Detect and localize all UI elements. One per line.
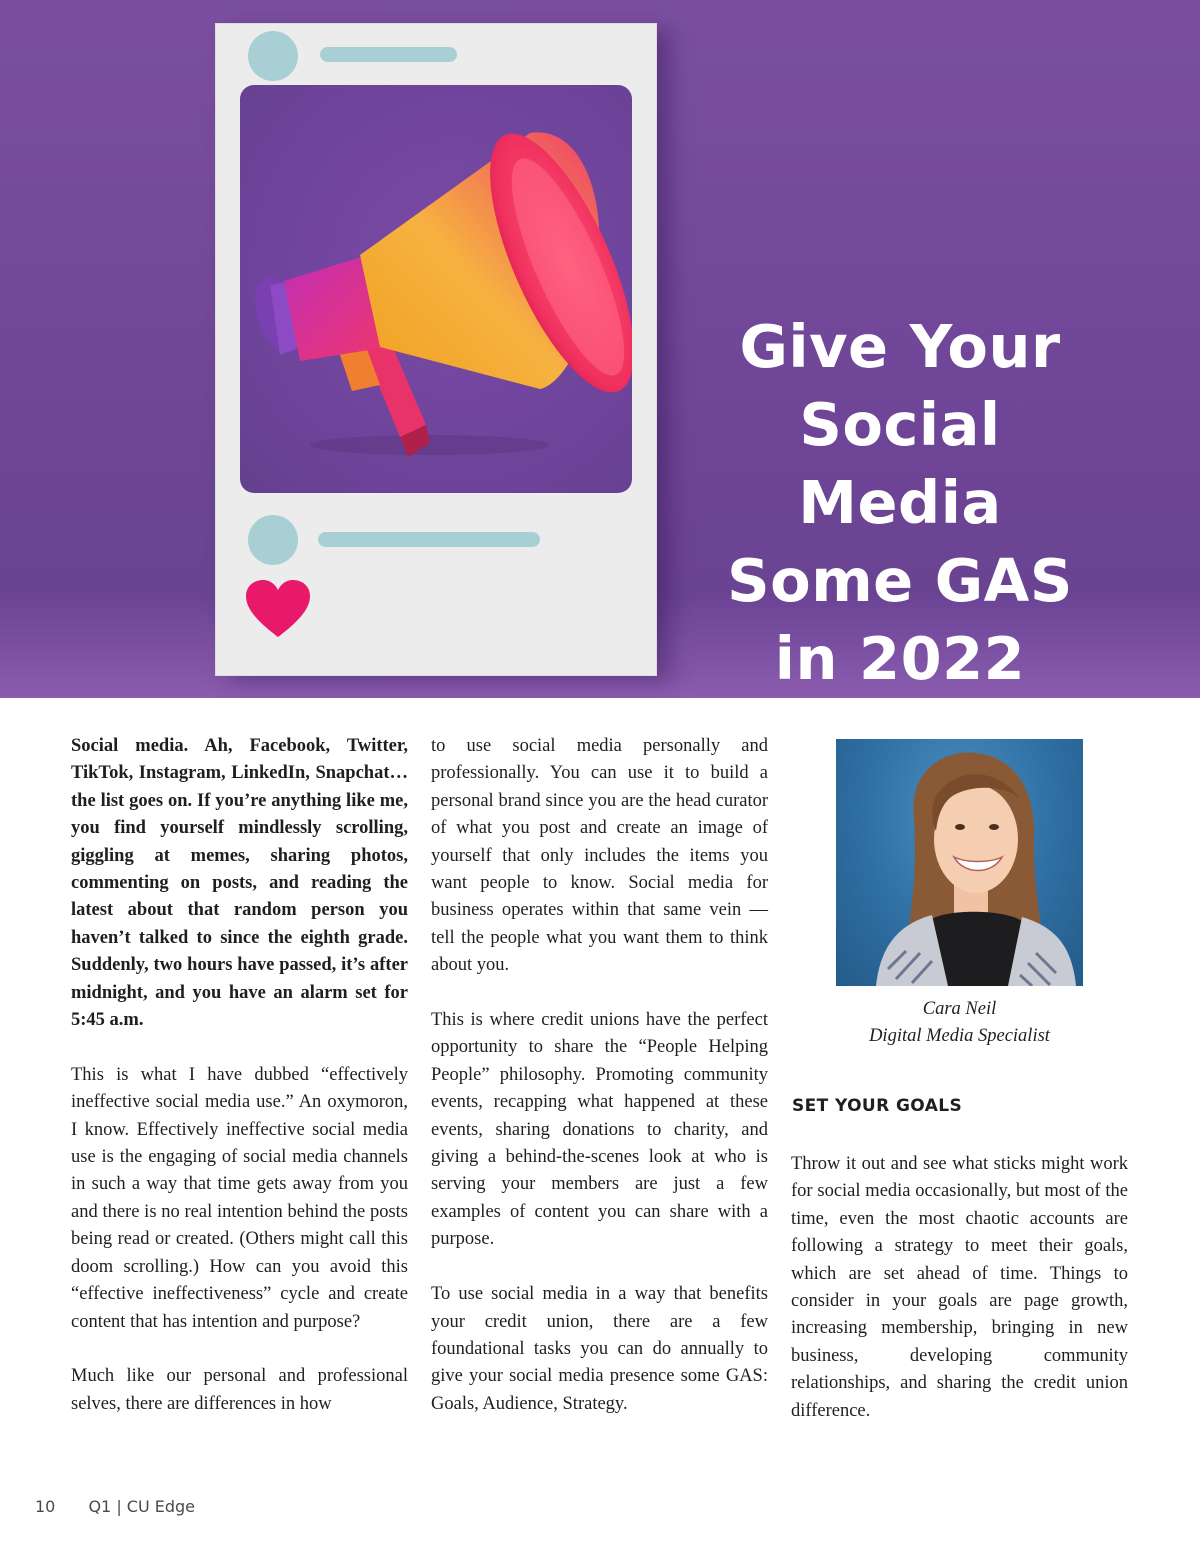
heart-icon: [244, 579, 312, 639]
author-role: Digital Media Specialist: [869, 1026, 1050, 1047]
author-portrait: [836, 739, 1083, 986]
author-photo: [836, 739, 1083, 986]
article-column-3: [791, 1151, 1128, 1452]
post-image: [240, 85, 632, 493]
title-line: Social Media: [798, 390, 1002, 537]
post-name-placeholder: [318, 532, 540, 547]
hero-banner: [0, 0, 1200, 698]
body-paragraph: Throw it out and see what sticks might work for social media occasionally, but most of the time, even the most chaotic accounts are following a strategy to meet their goals, which are set ahead of time. Things to consider in your goals are page growth, increasing membership, bringing in new business, developing community relationships, and sharing the credit union difference.: [791, 1154, 1128, 1421]
title-line: Some GAS: [727, 546, 1073, 615]
body-paragraph: This is what I have dubbed “effectively ineffective social media use.” An oxymoron, I know. Effectively ineffective social media use is the engaging of social media channels in such a way that time gets away from you and there is no real intention behind the posts being read or created. (Others might call this doom scrolling.) How can you avoid this “effective ineffectiveness” cycle and create content that has intention and purpose?: [71, 1064, 408, 1332]
megaphone-icon: [240, 85, 632, 493]
publication-name: Q1 | CU Edge: [88, 1497, 196, 1516]
post-avatar-placeholder: [248, 31, 298, 81]
body-paragraph: to use social media personally and professionally. You can use it to build a personal brand since you are the head curator of what you post and create an image of yourself that only includes the items you want people to know. Social media for business operates within that same vein — tell the people what you want them to think about you.: [431, 736, 768, 976]
body-paragraph: Much like our personal and professional selves, there are differences in how: [71, 1366, 408, 1414]
article-column-2: [431, 733, 768, 1446]
author-name: Cara Neil: [922, 999, 997, 1019]
article-column-1: [71, 733, 408, 1446]
title-line: Give Your: [739, 312, 1061, 381]
page-number: 10: [35, 1497, 56, 1516]
post-avatar-placeholder: [248, 515, 298, 565]
body-paragraph: This is where credit unions have the perfect opportunity to share the “People Helping People” philosophy. Promoting community events, recapping what happened at these events, sharing donations to charity, and giving a behind-the-scenes look at who is serving your members are just a few examples of content you can share with a purpose.: [431, 1010, 768, 1250]
lead-paragraph: Social media. Ah, Facebook, Twitter, TikTok, Instagram, LinkedIn, Snapchat…the list goes on. If you’re anything like me, you find yourself mindlessly scrolling, giggling at memes, sharing photos, commenting on posts, and reading the latest about that random person you haven’t talked to since the eighth grade. Suddenly, two hours have passed, it’s after midnight, and you have an alarm set for 5:45 a.m.: [71, 736, 408, 1031]
section-heading: SET YOUR GOALS: [792, 1096, 963, 1116]
post-name-placeholder: [320, 47, 457, 62]
body-paragraph: To use social media in a way that benefits your credit union, there are a few foundational tasks you can do annually to give your social media presence some GAS: Goals, Audience, Strategy.: [431, 1284, 768, 1414]
page-footer: [35, 1497, 195, 1516]
article-title: [690, 308, 1110, 698]
author-caption: [791, 996, 1128, 1051]
title-line: in 2022: [774, 624, 1026, 693]
social-post-card: [216, 24, 656, 675]
